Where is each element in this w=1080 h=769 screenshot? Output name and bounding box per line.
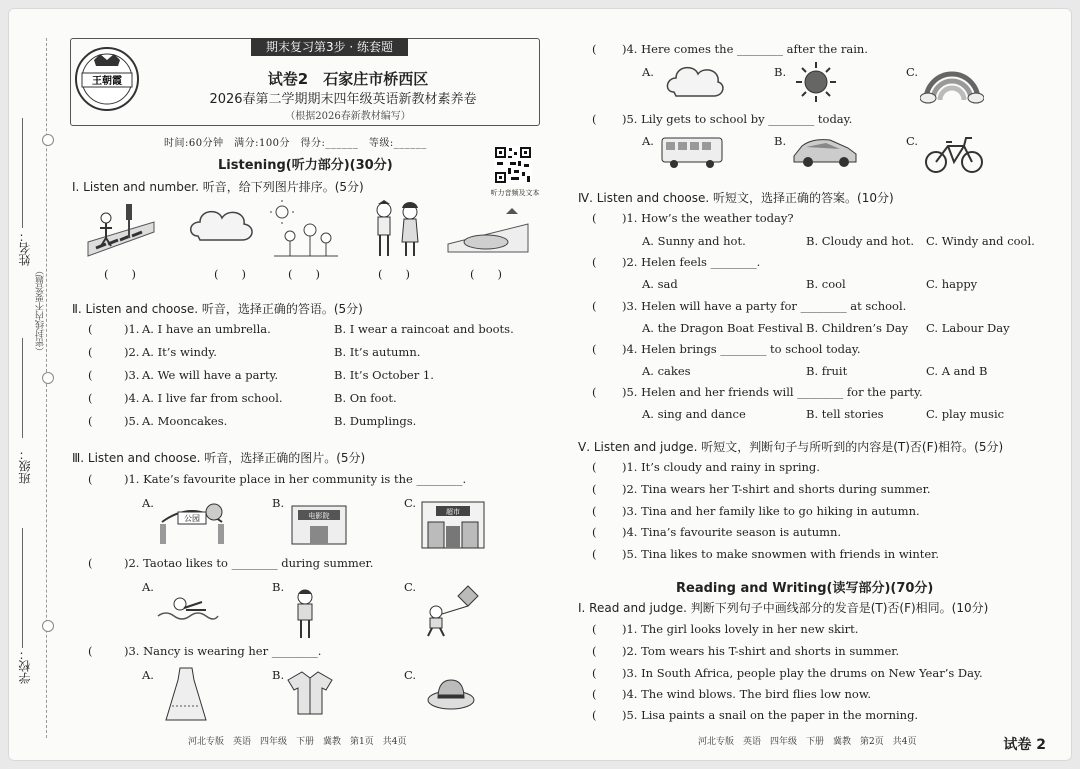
answer-paren[interactable]: ( — [592, 42, 597, 56]
flowers-picture — [268, 200, 344, 260]
exam-sheet — [8, 8, 1072, 761]
reading-writing-title: Reading and Writing(读写部分)(70分) — [676, 581, 934, 596]
question-number: )4. — [124, 391, 140, 405]
option-a-label: A. — [142, 580, 154, 594]
statement: )1. The girl looks lovely in her new skirt. — [622, 622, 859, 636]
option-b: B. Cloudy and hot. — [806, 234, 914, 248]
statement: )4. Tina’s favourite season is autumn. — [622, 525, 842, 539]
option-b-label: B. — [774, 65, 787, 79]
flying-kite-picture — [418, 584, 480, 638]
option-a: A. Mooncakes. — [142, 414, 228, 428]
order-blank[interactable]: ( ) — [378, 267, 410, 281]
qr-caption: 听力音频及文本 — [490, 189, 540, 197]
answer-paren[interactable]: ( — [592, 211, 597, 225]
option-b-label: B. — [774, 134, 787, 148]
answer-paren[interactable]: ( — [592, 666, 597, 680]
cloud-icon — [664, 62, 724, 102]
option-c: C. Labour Day — [926, 321, 1010, 335]
class-label: 班级： — [18, 448, 32, 484]
punch-hole — [42, 134, 54, 146]
option-a: A. sing and dance — [642, 407, 746, 421]
school-label: 学校： — [18, 648, 32, 684]
order-blank[interactable]: ( ) — [288, 267, 320, 281]
answer-paren[interactable]: ( — [592, 504, 597, 518]
statement: )5. Tina likes to make snowmen with friends in winter. — [622, 547, 940, 561]
punch-hole — [42, 620, 54, 632]
supermarket-picture — [418, 498, 488, 550]
statement: )1. It’s cloudy and rainy in spring. — [622, 460, 820, 474]
exam-title: 试卷2 石家庄市桥西区 — [267, 70, 429, 88]
order-blank[interactable]: ( ) — [104, 267, 136, 281]
answer-paren[interactable]: ( — [592, 299, 597, 313]
option-c-label: C. — [404, 580, 417, 594]
option-b-label: B. — [272, 668, 285, 682]
option-c: C. A and B — [926, 364, 988, 378]
park-sign: 公园 — [184, 514, 200, 523]
option-b-label: B. — [272, 496, 285, 510]
answer-paren[interactable]: ( — [592, 482, 597, 496]
question-text: )5. Helen and her friends will ________ for the party. — [622, 385, 923, 399]
exam-meta: 时间:60分钟 满分:100分 得分:______ 等级:______ — [164, 138, 427, 149]
answer-paren[interactable]: ( — [592, 525, 597, 539]
statement: )2. Tom wears his T-shirt and shorts in summer. — [622, 644, 900, 658]
question-text: )2. Helen feels ________. — [622, 255, 761, 269]
name-line — [22, 118, 23, 228]
option-a: A. Sunny and hot. — [642, 234, 746, 248]
question-text: )4. Here comes the ________ after the rain. — [622, 42, 868, 56]
reading-section-1-head: Ⅰ. Read and judge. 判断下列句子中画线部分的发音是(T)否(F)相同。(10分) — [578, 601, 989, 615]
option-a: A. cakes — [642, 364, 691, 378]
option-a: A. I live far from school. — [142, 391, 283, 405]
option-b: B. On foot. — [334, 391, 397, 405]
boy-standing-picture — [290, 588, 320, 640]
bus-icon — [660, 134, 724, 170]
answer-paren[interactable]: ( — [592, 708, 597, 722]
dress-picture — [164, 666, 208, 722]
option-c-label: C. — [906, 65, 919, 79]
answer-paren[interactable]: ( — [592, 385, 597, 399]
footer-left: 河北专版 英语 四年级 下册 冀教 第1页 共4页 — [188, 737, 407, 747]
answer-paren[interactable]: ( — [88, 368, 93, 382]
option-b: B. tell stories — [806, 407, 884, 421]
statement: )5. Lisa paints a snail on the paper in the morning. — [622, 708, 919, 722]
answer-paren[interactable]: ( — [88, 345, 93, 359]
option-c-label: C. — [404, 668, 417, 682]
car-icon — [790, 134, 860, 170]
option-a: A. It’s windy. — [142, 345, 217, 359]
listening-title: Listening(听力部分)(30分) — [218, 158, 393, 173]
answer-paren[interactable]: ( — [592, 644, 597, 658]
option-c-label: C. — [906, 134, 919, 148]
crossing-road-picture — [86, 198, 156, 258]
option-b: B. Dumplings. — [334, 414, 417, 428]
section-3-head: Ⅲ. Listen and choose. 听音，选择正确的图片。(5分) — [72, 451, 366, 465]
rainbow-icon — [920, 66, 984, 104]
cinema-sign: 电影院 — [308, 512, 330, 520]
logo-text: 王朝霞 — [92, 76, 122, 87]
publisher-logo — [74, 46, 140, 112]
answer-paren[interactable]: ( — [88, 414, 93, 428]
punch-hole — [42, 372, 54, 384]
option-c: C. happy — [926, 277, 978, 291]
exam-subtitle: 2026春第二学期期末四年级英语新教材素养卷 — [209, 92, 477, 107]
question-number: )2. — [124, 345, 140, 359]
option-b-label: B. — [272, 580, 285, 594]
lake-picture — [446, 204, 530, 256]
footer-right: 河北专版 英语 四年级 下册 冀教 第2页 共4页 — [698, 737, 917, 747]
option-b: B. It’s autumn. — [334, 345, 421, 359]
option-a: A. We will have a party. — [142, 368, 279, 382]
hat-picture — [426, 676, 476, 712]
option-b: B. Children’s Day — [806, 321, 909, 335]
question-number: )3. — [124, 368, 140, 382]
answer-paren[interactable]: ( — [592, 342, 597, 356]
option-a: A. I have an umbrella. — [142, 322, 271, 336]
statement: )3. In South Africa, people play the drums on New Year’s Day. — [622, 666, 983, 680]
school-line — [22, 528, 23, 648]
option-b: B. cool — [806, 277, 846, 291]
option-c: C. play music — [926, 407, 1005, 421]
cloud-picture — [186, 204, 256, 250]
class-line — [22, 338, 23, 438]
statement: )2. Tina wears her T-shirt and shorts during summer. — [622, 482, 931, 496]
order-blank[interactable]: ( ) — [214, 267, 246, 281]
section-4-head: Ⅳ. Listen and choose. 听短文，选择正确的答案。(10分) — [578, 191, 894, 205]
statement: )3. Tina and her family like to go hiking in autumn. — [622, 504, 920, 518]
exam-note: （根据2026春新教材编写） — [285, 111, 411, 122]
option-a-label: A. — [142, 668, 154, 682]
answer-paren[interactable]: ( — [592, 112, 597, 126]
answer-paren[interactable]: ( — [592, 547, 597, 561]
question-number: )5. — [124, 414, 140, 428]
supermarket-sign: 超市 — [446, 508, 460, 516]
cinema-picture — [286, 498, 352, 546]
question-text: )1. Kate’s favourite place in her community is the ________. — [124, 472, 467, 486]
sun-icon — [794, 60, 838, 104]
question-text: )4. Helen brings ________ to school today. — [622, 342, 861, 356]
option-a: A. sad — [642, 277, 678, 291]
section-2-head: Ⅱ. Listen and choose. 听音，选择正确的答语。(5分) — [72, 302, 363, 316]
option-a-label: A. — [642, 65, 654, 79]
bicycle-icon — [924, 134, 984, 176]
shirt-picture — [286, 670, 334, 716]
answer-paren[interactable]: ( — [88, 391, 93, 405]
section-1-head: Ⅰ. Listen and number. 听音，给下列图片排序。(5分) — [72, 180, 364, 194]
section-5-head: Ⅴ. Listen and judge. 听短文，判断句子与所听到的内容是(T)否(F)相符。(5分) — [578, 440, 1004, 454]
option-a-label: A. — [142, 496, 154, 510]
option-a: A. the Dragon Boat Festival — [642, 321, 803, 335]
page-number: 试卷 2 — [1003, 737, 1046, 753]
answer-paren[interactable]: ( — [592, 255, 597, 269]
qr-code[interactable] — [494, 146, 532, 184]
question-text: )5. Lily gets to school by ________ today. — [622, 112, 853, 126]
question-number: )1. — [124, 322, 140, 336]
answer-paren[interactable]: ( — [88, 644, 93, 658]
name-label: 姓名： — [18, 230, 32, 266]
option-c-label: C. — [404, 496, 417, 510]
option-a-label: A. — [642, 134, 654, 148]
answer-paren[interactable]: ( — [88, 556, 93, 570]
swimming-picture — [156, 588, 220, 628]
answer-paren[interactable]: ( — [88, 472, 93, 486]
binding-margin — [8, 8, 66, 761]
answer-paren[interactable]: ( — [592, 622, 597, 636]
answer-paren[interactable]: ( — [592, 687, 597, 701]
option-b: B. fruit — [806, 364, 848, 378]
question-text: )2. Taotao likes to ________ during summer. — [124, 556, 374, 570]
option-c: C. Windy and cool. — [926, 234, 1035, 248]
children-talking-picture — [368, 198, 428, 260]
park-picture — [156, 498, 228, 546]
order-blank[interactable]: ( ) — [470, 267, 502, 281]
question-text: )1. How’s the weather today? — [622, 211, 794, 225]
seal-note: （密封线内不要答题） — [36, 266, 46, 356]
answer-paren[interactable]: ( — [592, 460, 597, 474]
header-banner: 期末复习第3步 · 练套题 — [251, 38, 408, 56]
question-text: )3. Helen will have a party for ________ at school. — [622, 299, 907, 313]
question-text: )3. Nancy is wearing her ________. — [124, 644, 322, 658]
option-b: B. It’s October 1. — [334, 368, 434, 382]
option-b: B. I wear a raincoat and boots. — [334, 322, 514, 336]
statement: )4. The wind blows. The bird flies low now. — [622, 687, 871, 701]
answer-paren[interactable]: ( — [88, 322, 93, 336]
